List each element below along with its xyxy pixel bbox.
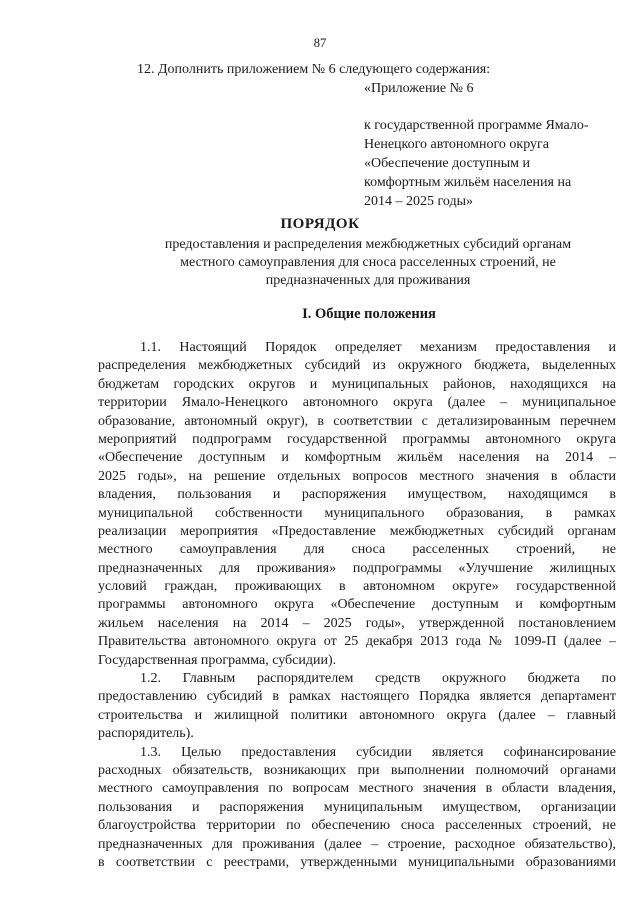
paragraph-line: реализации мероприятия «Предоставление межбюджетных субсидий органам xyxy=(98,523,616,539)
paragraph-line: предназначенных для проживания (далее – строение, расходное обязательство), xyxy=(98,836,616,852)
paragraph-line: предоставлению субсидий в рамках настоящего Порядка является департамент xyxy=(98,689,616,705)
paragraph-line: в соответствии с реестрами, утвержденными муниципальными образованиями xyxy=(98,854,616,870)
paragraph-3 xyxy=(98,744,616,873)
paragraph-line: местного самоуправления по вопросам местного значения в области владения, xyxy=(98,781,616,797)
paragraph-line: 1.1. Настоящий Порядок определяет механизм предоставления и xyxy=(140,340,616,355)
paragraph-line: 1.3. Целью предоставления субсидии является софинансирование xyxy=(140,744,616,760)
subtitle-line: предназначенных для проживания xyxy=(265,273,471,288)
paragraph-line: муниципальной собственности муниципального образования, в рамках xyxy=(98,505,616,521)
appendix-line: комфортным жильём населения на xyxy=(364,175,572,190)
paragraph-line: Правительства автономного округа от 25 декабря 2013 года № 1099-П (далее – xyxy=(98,634,616,650)
paragraph-line: Государственная программа, субсидии). xyxy=(98,652,337,668)
paragraph-line: местного самоуправления для сноса расселенных строений, не xyxy=(98,542,616,558)
appendix-line: к государственной программе Ямало- xyxy=(364,118,589,133)
paragraph-1 xyxy=(98,339,616,670)
paragraph-line: предназначенных для проживания» подпрограммы «Улучшение жилищных xyxy=(98,560,616,576)
appendix-line: 2014 – 2025 годы» xyxy=(364,194,474,209)
paragraph-line: расходных обязательств, возникающих при выполнении полномочий органами xyxy=(98,762,616,778)
appendix-title: «Приложение № 6 xyxy=(364,81,474,96)
paragraph-line: образование, автономный округ), в соответствии с детализированным перечнем xyxy=(98,413,616,429)
paragraph-line: благоустройства территории по обеспечению сноса расселенных строений, не xyxy=(98,818,616,834)
paragraph-line: условий граждан, проживающих в автономном округе» государственной xyxy=(98,579,616,595)
page-number: 87 xyxy=(313,36,327,50)
subtitle-line: местного самоуправления для сноса расселенных строений, не xyxy=(180,255,556,270)
paragraph-line: распределения межбюджетных субсидий из окружного бюджета, выделенных xyxy=(98,358,616,374)
paragraph-2 xyxy=(98,670,616,744)
paragraph-line: программы автономного округа «Обеспечение доступным и комфортным xyxy=(98,597,616,613)
appendix-line: Ненецкого автономного округа xyxy=(364,137,549,152)
appendix-reference xyxy=(364,116,624,211)
document-title: ПОРЯДОК xyxy=(280,216,360,232)
appendix-line: «Обеспечение доступным и xyxy=(364,156,530,171)
paragraph-line: владения, пользования и распоряжения имуществом, находящимся в xyxy=(98,487,616,503)
paragraph-line: 1.2. Главным распорядителем средств окружного бюджета по xyxy=(140,671,616,687)
body-text xyxy=(98,339,616,872)
subtitle-line: предоставления и распределения межбюджетных субсидий органам xyxy=(164,237,572,252)
paragraph-line: строительства и жилищной политики автономного округа (далее – главный xyxy=(98,707,616,723)
paragraph-line: жильем населения на 2014 – 2025 годы», утвержденной постановлением xyxy=(98,615,616,631)
paragraph-line: мероприятий подпрограмм государственной программы автономного округа xyxy=(98,431,616,447)
paragraph-line: пользования и распоряжения муниципальным имуществом, организации xyxy=(98,799,616,815)
intro-clause: 12. Дополнить приложением № 6 следующего содержания: xyxy=(137,62,491,77)
paragraph-line: 2025 годы», на решение отдельных вопросов местного значения в области xyxy=(98,468,616,484)
document-subtitle xyxy=(98,236,638,290)
paragraph-line: бюджетам городских округов и муниципальных районов, находящихся на xyxy=(98,376,616,392)
paragraph-line: распорядитель). xyxy=(98,726,194,742)
paragraph-line: территории Ямало-Ненецкого автономного округа (далее – муниципальное xyxy=(98,395,616,411)
section-heading: I. Общие положения xyxy=(302,306,436,322)
paragraph-line: «Обеспечение доступным и комфортным жильём населения на 2014 – xyxy=(98,450,616,466)
